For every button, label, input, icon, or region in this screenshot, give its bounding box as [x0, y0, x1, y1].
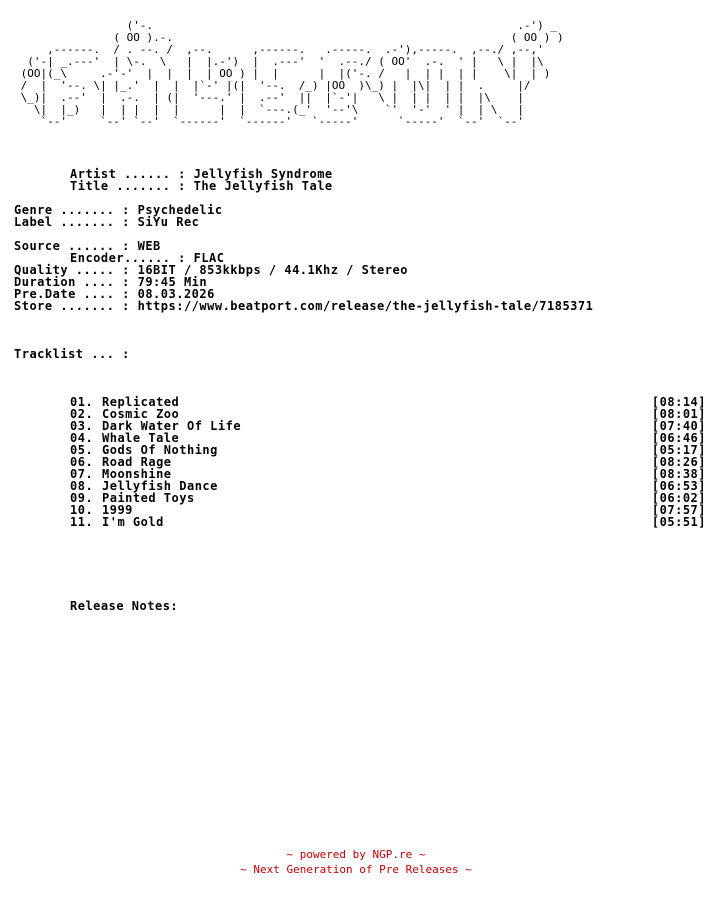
- quality-value: 16BIT / 853kkbps / 44.1Khz / Stereo: [137, 263, 408, 277]
- store-label: Store ....... :: [14, 299, 138, 313]
- track-duration: [05:17]: [651, 443, 706, 457]
- footer-powered-by: ~ powered by NGP.re ~: [286, 848, 426, 861]
- store-row: [14, 300, 706, 312]
- predate-label: Pre.Date .... :: [14, 287, 138, 301]
- track-title: Whale Tale: [102, 431, 180, 445]
- track-title: Road Rage: [102, 455, 172, 469]
- source-label: Source ...... :: [14, 239, 138, 253]
- track-duration: [06:46]: [651, 431, 706, 445]
- track-duration: [05:51]: [651, 515, 706, 529]
- track-duration: [06:02]: [651, 491, 706, 505]
- encoder-label: Encoder...... :: [70, 251, 194, 265]
- label-value: SiYu Rec: [137, 215, 200, 229]
- label-label: Label ....... :: [14, 215, 138, 229]
- track-duration: [07:40]: [651, 419, 706, 433]
- track-number: 07.: [70, 467, 94, 481]
- track-duration: [07:57]: [651, 503, 706, 517]
- footer: [0, 847, 712, 877]
- release-notes-heading: Release Notes:: [70, 599, 179, 613]
- ascii-logo: ('-. .-') _ ( OO ).-. ( OO ) ) ,------. / . --. / ,--. ,------. .-----. .-'),-----. ,--./ ,--,' ('-| _.---' | \-. \ | |.-') | .---' ' .--./ ( OO' .-. ' | \ | |\ (OO|(_\ .-'-' | | | | OO ) | | | |('-. / | | | | | \| | ) / | '--. \| |_.' | | |`-' |(| '--. /_) |OO )\_) | |\| | | . |/ \_)| .--' | .-. | (| '---.' | .--' || |`-'| \ | | | | | |\ | \| |_) | | | | | | | `---.(_' '--'\ `' '-' ' | | \ | `--' `--' `--' `------' `------' `-----' `-----' `--' `--': [20, 19, 564, 128]
- footer-tagline: ~ Next Generation of Pre Releases ~: [240, 863, 472, 876]
- track-title: Gods Of Nothing: [102, 443, 218, 457]
- track-number: 11.: [70, 515, 94, 529]
- track-duration: [08:38]: [651, 467, 706, 481]
- artist-label: Artist ...... :: [70, 167, 194, 181]
- track-title: Dark Water Of Life: [102, 419, 242, 433]
- track-title: 1999: [102, 503, 133, 517]
- track-title: Jellyfish Dance: [102, 479, 218, 493]
- track-number: 02.: [70, 407, 94, 421]
- track-title: Cosmic Zoo: [102, 407, 180, 421]
- genre-value: Psychedelic: [137, 203, 223, 217]
- track-duration: [08:14]: [651, 395, 706, 409]
- duration-label: Duration .... :: [14, 275, 138, 289]
- track-number: 08.: [70, 479, 94, 493]
- artist-value: Jellyfish Syndrome: [193, 167, 333, 181]
- track-title: I'm Gold: [102, 515, 164, 529]
- label-row: [14, 216, 706, 228]
- track-number: 06.: [70, 455, 94, 469]
- source-value: WEB: [137, 239, 161, 253]
- title-value: The Jellyfish Tale: [193, 179, 333, 193]
- track-title: Moonshine: [102, 467, 172, 481]
- track-title: Replicated: [102, 395, 180, 409]
- track-number: 05.: [70, 443, 94, 457]
- track-number: 09.: [70, 491, 94, 505]
- store-link[interactable]: https://www.beatport.com/release/the-jellyfish-tale/7185371: [137, 299, 594, 313]
- encoder-value: FLAC: [193, 251, 225, 265]
- nfo-document: [14, 0, 706, 612]
- track-duration: [08:01]: [651, 407, 706, 421]
- title-row: [14, 180, 706, 192]
- predate-value: 08.03.2026: [137, 287, 215, 301]
- title-label: Title ....... :: [70, 179, 194, 193]
- track-duration: [06:53]: [651, 479, 706, 493]
- tracklist-heading: Tracklist ... :: [14, 347, 130, 361]
- track-title: Painted Toys: [102, 491, 195, 505]
- track-number: 04.: [70, 431, 94, 445]
- track-number: 01.: [70, 395, 94, 409]
- genre-label: Genre ....... :: [14, 203, 138, 217]
- quality-label: Quality ..... :: [14, 263, 138, 277]
- duration-value: 79:45 Min: [137, 275, 208, 289]
- track-number: 10.: [70, 503, 94, 517]
- track-duration: [08:26]: [651, 455, 706, 469]
- track-row: [14, 516, 706, 528]
- track-number: 03.: [70, 419, 94, 433]
- tracklist: [14, 396, 706, 528]
